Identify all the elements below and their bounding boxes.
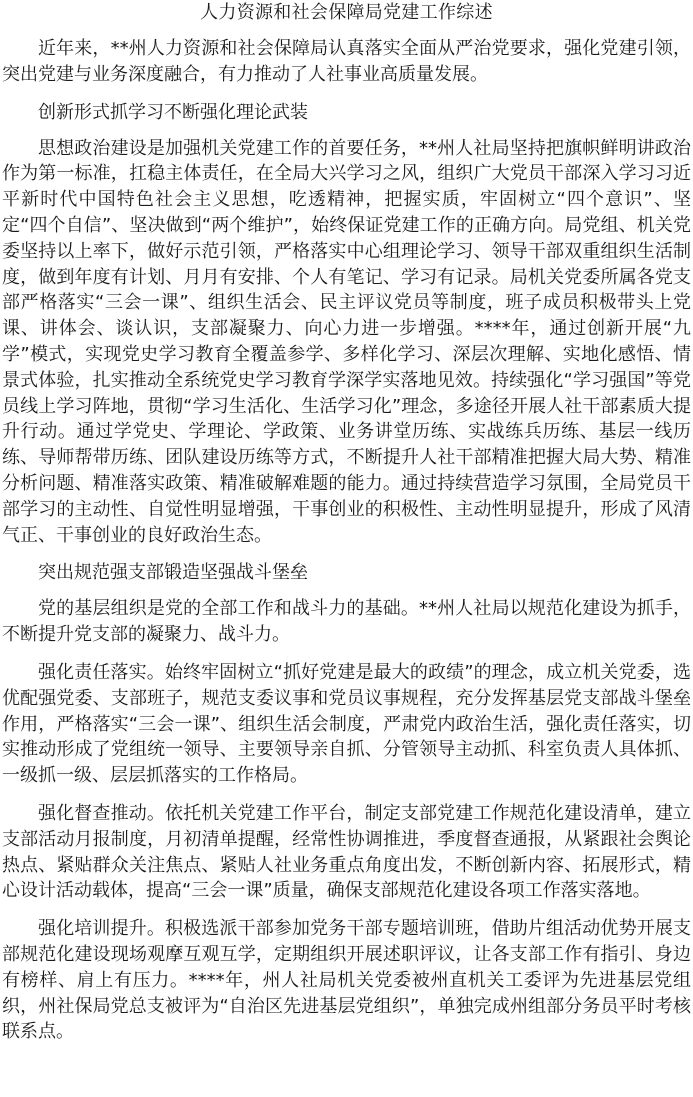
document-title: 人力资源和社会保障局党建工作综述 (200, 2, 493, 23)
intro-paragraph: 近年来，**州人力资源和社会保障局认真落实全面从严治党要求，强化党建引领，突出党建与业务深度融合，有力推动了人社事业高质量发展。 (2, 38, 691, 85)
section-heading-study: 创新形式抓学习不断强化理论武装 (38, 101, 308, 123)
paragraph-study: 思想政治建设是加强机关党建工作的首要任务，**州人社局坚持把旗帜鲜明讲政治作为第一标准，扛稳主体责任，在全局大兴学习之风，组织广大党员干部深入学习习近平新时代中国特色社会主义思想，吃透精神，把握实质，牢固树立“四个意识”、坚定“四个自信”、坚决做到“两个维护”，始终保证党建工作的正确方向。局党组、机关党委坚持以上率下，做好示范引领，严格落实中心组理论学习、领导干部双重组织生活制度，做到年度有计划、月月有安排、个人有笔记、学习有记录。局机关党委所属各党支部严格落实“三会一课”、组织生活会、民主评议党员等制度，班子成员积极带头上党课、讲体会、谈认识，支部凝聚力、向心力进一步增强。****年，通过创新开展“九学”模式，实现党史学习教育全覆盖参学、多样化学习、深层次理解、实地化感悟、情景式体验，扎实推动全系统党史学习教育学深学实落地见效。持续强化“学习强国”等党员线上学习阵地，贯彻“学习生活化、生活学习化”理念，多途径开展人社干部素质大提升行动。通过学党史、学理论、学政策、业务讲堂历练、实战练兵历练、基层一线历练、导师帮带历练、团队建设历练等方式，不断提升人社干部精准把握大局大势、精准分析问题、精准落实政策、精准破解难题的能力。通过持续营造学习氛围，全局党员干部学习的主动性、自觉性明显增强，干事创业的积极性、主动性明显提升，形成了风清气正、干事创业的良好政治生态。 (2, 137, 691, 546)
paragraph-responsibility: 强化责任落实。始终牢固树立“抓好党建是最大的政绩”的理念，成立机关党委，选优配强党委、支部班子，规范支委议事和党员议事规程，充分发挥基层党支部战斗堡垒作用，严格落实“三会一课”、组织生活会制度，严肃党内政治生活，强化责任落实，切实推动形成了党组统一领导、主要领导亲自抓、分管领导主动抓、科室负责人具体抓、一级抓一级、层层抓落实的工作格局。 (2, 661, 691, 787)
paragraph-branch-intro: 党的基层组织是党的全部工作和战斗力的基础。**州人社局以规范化建设为抓手，不断提升党支部的凝聚力、战斗力。 (2, 598, 691, 646)
paragraph-supervision: 强化督查推动。依托机关党建工作平台，制定支部党建工作规范化建设清单，建立支部活动月报制度，月初清单提醒，经常性协调推进，季度督查通报，从紧跟社会舆论热点、紧贴群众关注焦点、紧贴人社业务重点角度出发，不断创新内容、拓展形式，精心设计活动载体，提高“三会一课”质量，确保支部规范化建设各项工作落实落地。 (2, 802, 691, 902)
paragraph-training: 强化培训提升。积极选派干部参加党务干部专题培训班，借助片组活动优势开展支部规范化建设现场观摩互观互学，定期组织开展述职评议，让各支部工作有指引、身边有榜样、肩上有压力。****年，州人社局机关党委被州直机关工委评为先进基层党组织，州社保局党总支被评为“自治区先进基层党组织”，单独完成州组部分务员平时考核联系点。 (2, 918, 691, 1043)
section-heading-branch: 突出规范强支部锻造坚强战斗堡垒 (38, 562, 308, 584)
